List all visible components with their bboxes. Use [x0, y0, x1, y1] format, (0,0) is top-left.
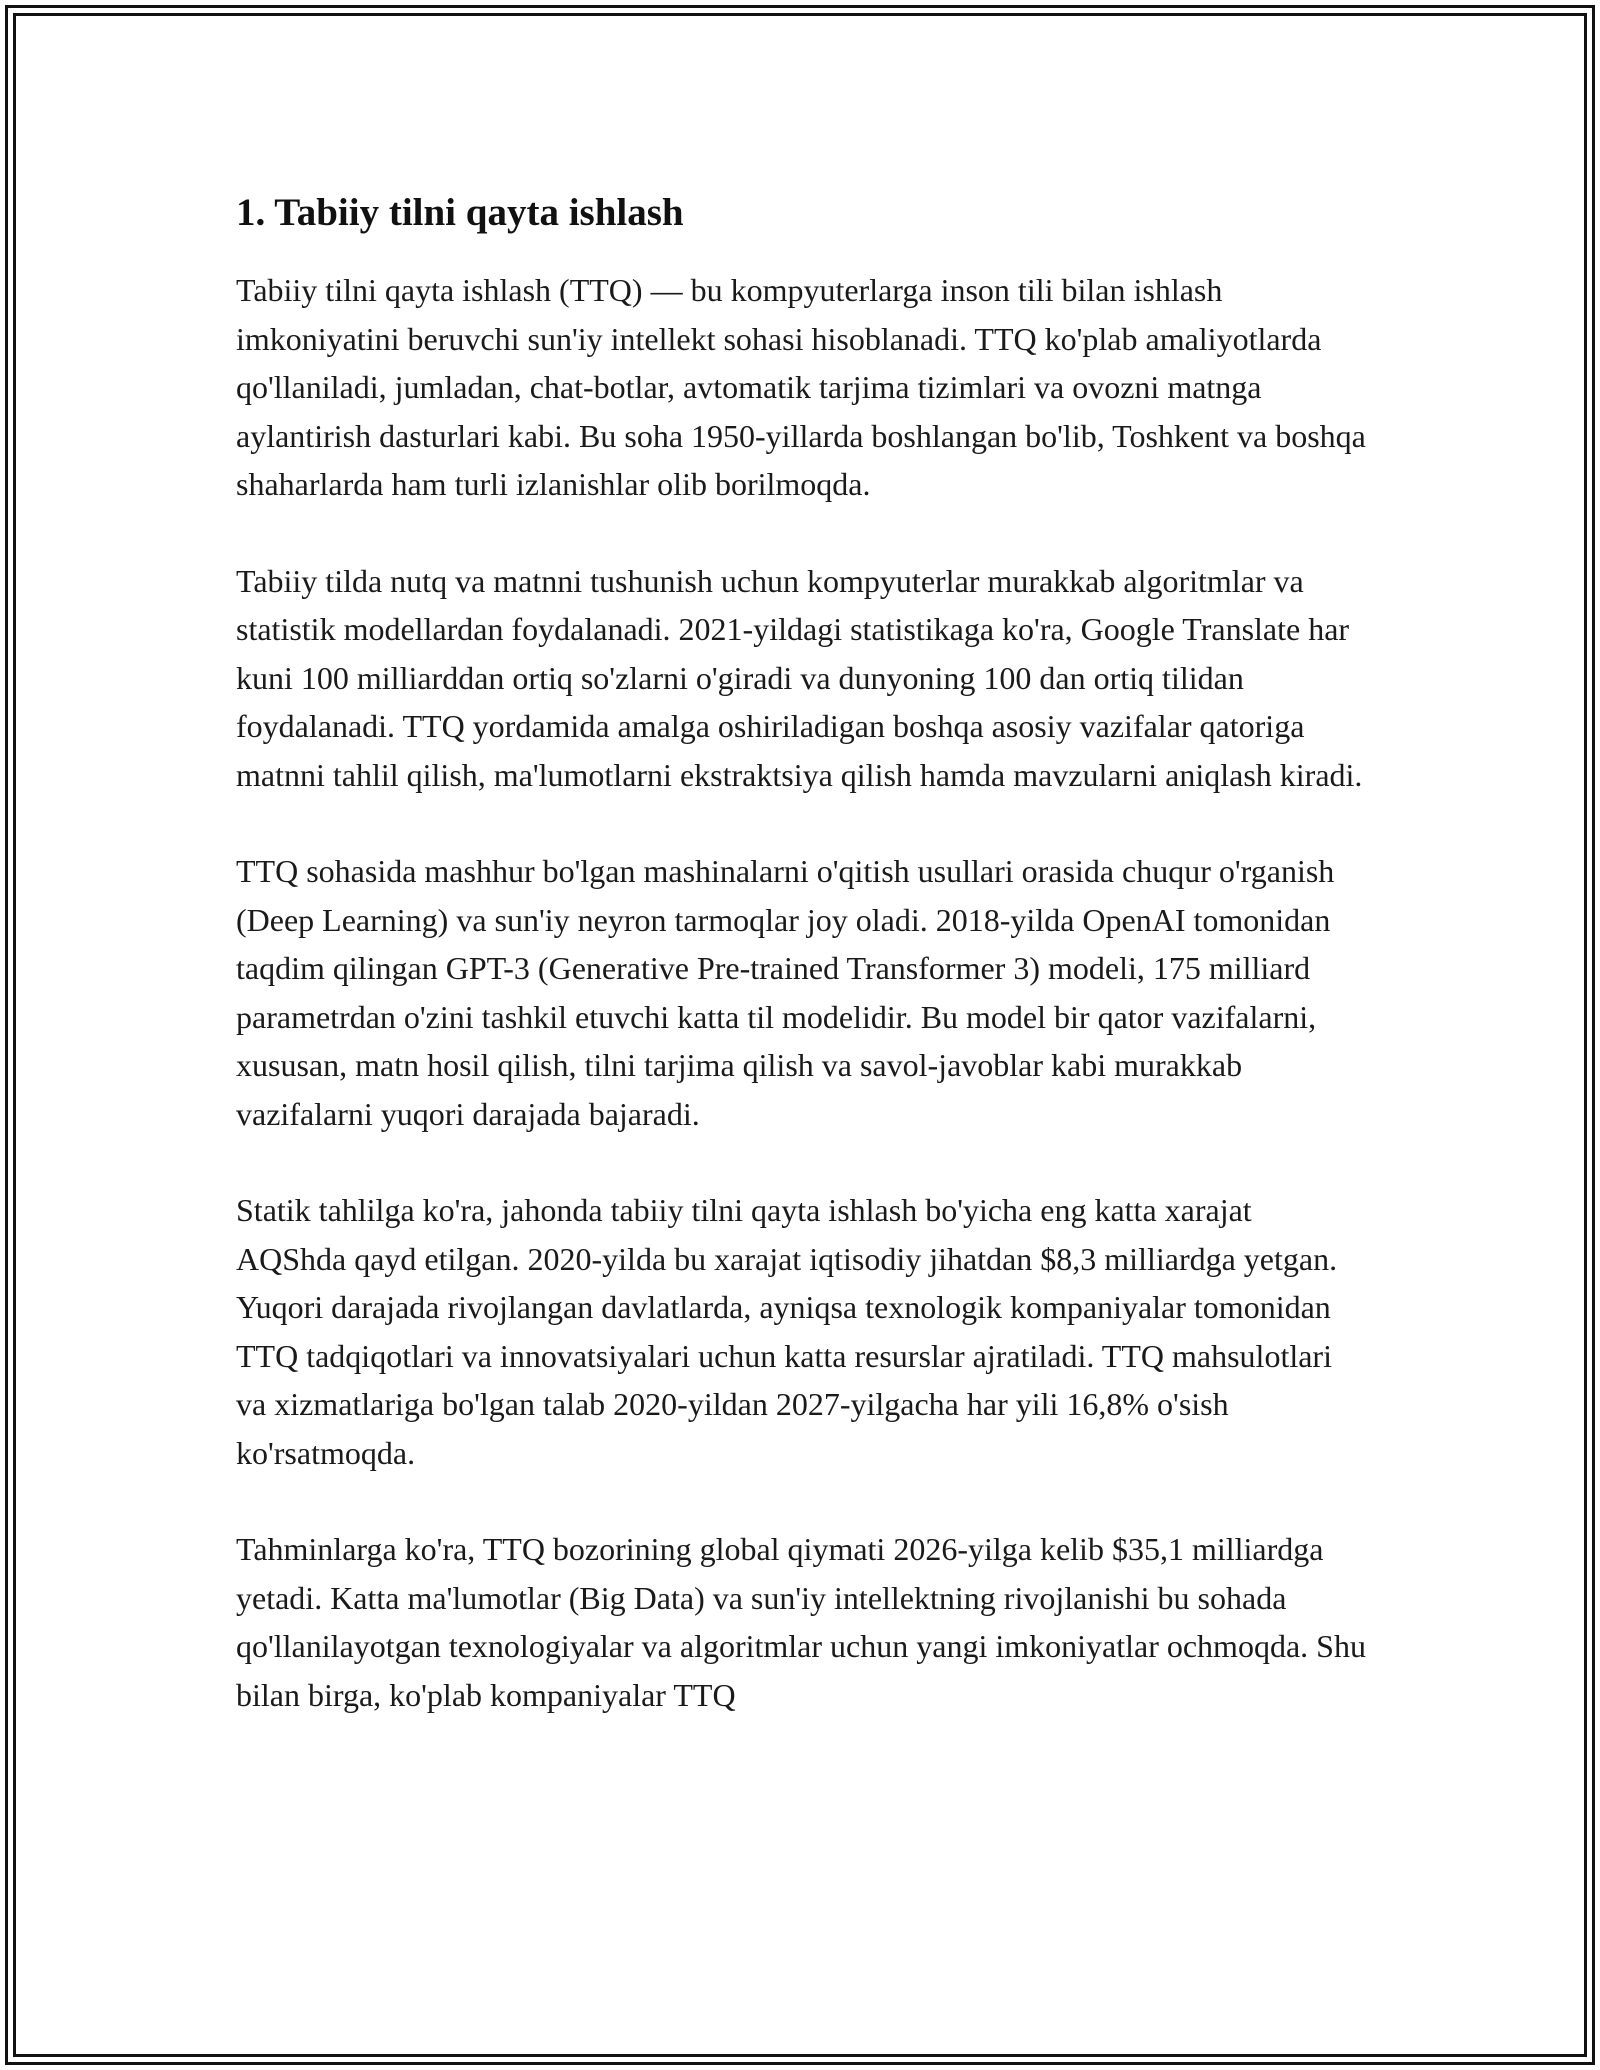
paragraph-2: Tabiiy tilda nutq va matnni tushunish uchun kompyuterlar murakkab algoritmlar va statistik modellardan foydalanadi. 2021-yildagi statistikaga ko'ra, Google Translate har kuni 100 milliarddan ortiq so'zlarni o'giradi va dunyoning 100 dan ortiq tilidan foydalanadi. TTQ yordamida amalga oshiriladigan boshqa asosiy vazifalar qatoriga matnni tahlil qilish, ma'lumotlarni ekstraktsiya qilish hamda mavzularni aniqlash kiradi. — [236, 562, 1363, 793]
section-heading: 1. Tabiiy tilni qayta ishlash — [236, 191, 684, 234]
paragraph-4: Statik tahlilga ko'ra, jahonda tabiiy tilni qayta ishlash bo'yicha eng katta xarajat AQShda qayd etilgan. 2020-yilda bu xarajat iqtisodiy jihatdan $8,3 milliardga yetgan. Yuqori darajada rivojlangan davlatlarda, ayniqsa texnologik kompaniyalar tomonidan TTQ tadqiqotlari va innovatsiyalari uchun katta resurslar ajratiladi. TTQ mahsulotlari va xizmatlariga bo'lgan talab 2020-yildan 2027-yilgacha har yili 16,8% o'sish ko'rsatmoqda. — [236, 1192, 1338, 1471]
paragraph-1: Tabiiy tilni qayta ishlash (TTQ) — bu kompyuterlarga inson tili bilan ishlash imkoniyatini beruvchi sun'iy intellekt sohasi hisoblanadi. TTQ ko'plab amaliyotlarda qo'llaniladi, jumladan, chat-botlar, avtomatik tarjima tizimlari va ovozni matnga aylantirish dasturlari kabi. Bu soha 1950-yillarda boshlangan bo'lib, Toshkent va boshqa shaharlarda ham turli izlanishlar olib borilmoqda. — [236, 272, 1366, 502]
paragraph-3: TTQ sohasida mashhur bo'lgan mashinalarni o'qitish usullari orasida chuqur o'rganish (Deep Learning) va sun'iy neyron tarmoqlar joy oladi. 2018-yilda OpenAI tomonidan taqdim qilingan GPT-3 (Generative Pre-trained Transformer 3) modeli, 175 milliard parametrdan o'zini tashkil etuvchi katta til modelidir. Bu model bir qator vazifalarni, xususan, matn hosil qilish, tilni tarjima qilish va savol-javoblar kabi murakkab vazifalarni yuqori darajada bajaradi. — [236, 853, 1335, 1132]
paragraph-5: Tahminlarga ko'ra, TTQ bozorining global qiymati 2026-yilga kelib $35,1 milliardga yetadi. Katta ma'lumotlar (Big Data) va sun'iy intellektning rivojlanishi bu sohada qo'llanilayotgan texnologiyalar va algoritmlar uchun yangi imkoniyatlar ochmoqda. Shu bilan birga, ko'plab kompaniyalar TTQ — [236, 1531, 1366, 1713]
document-body — [236, 188, 1366, 1767]
